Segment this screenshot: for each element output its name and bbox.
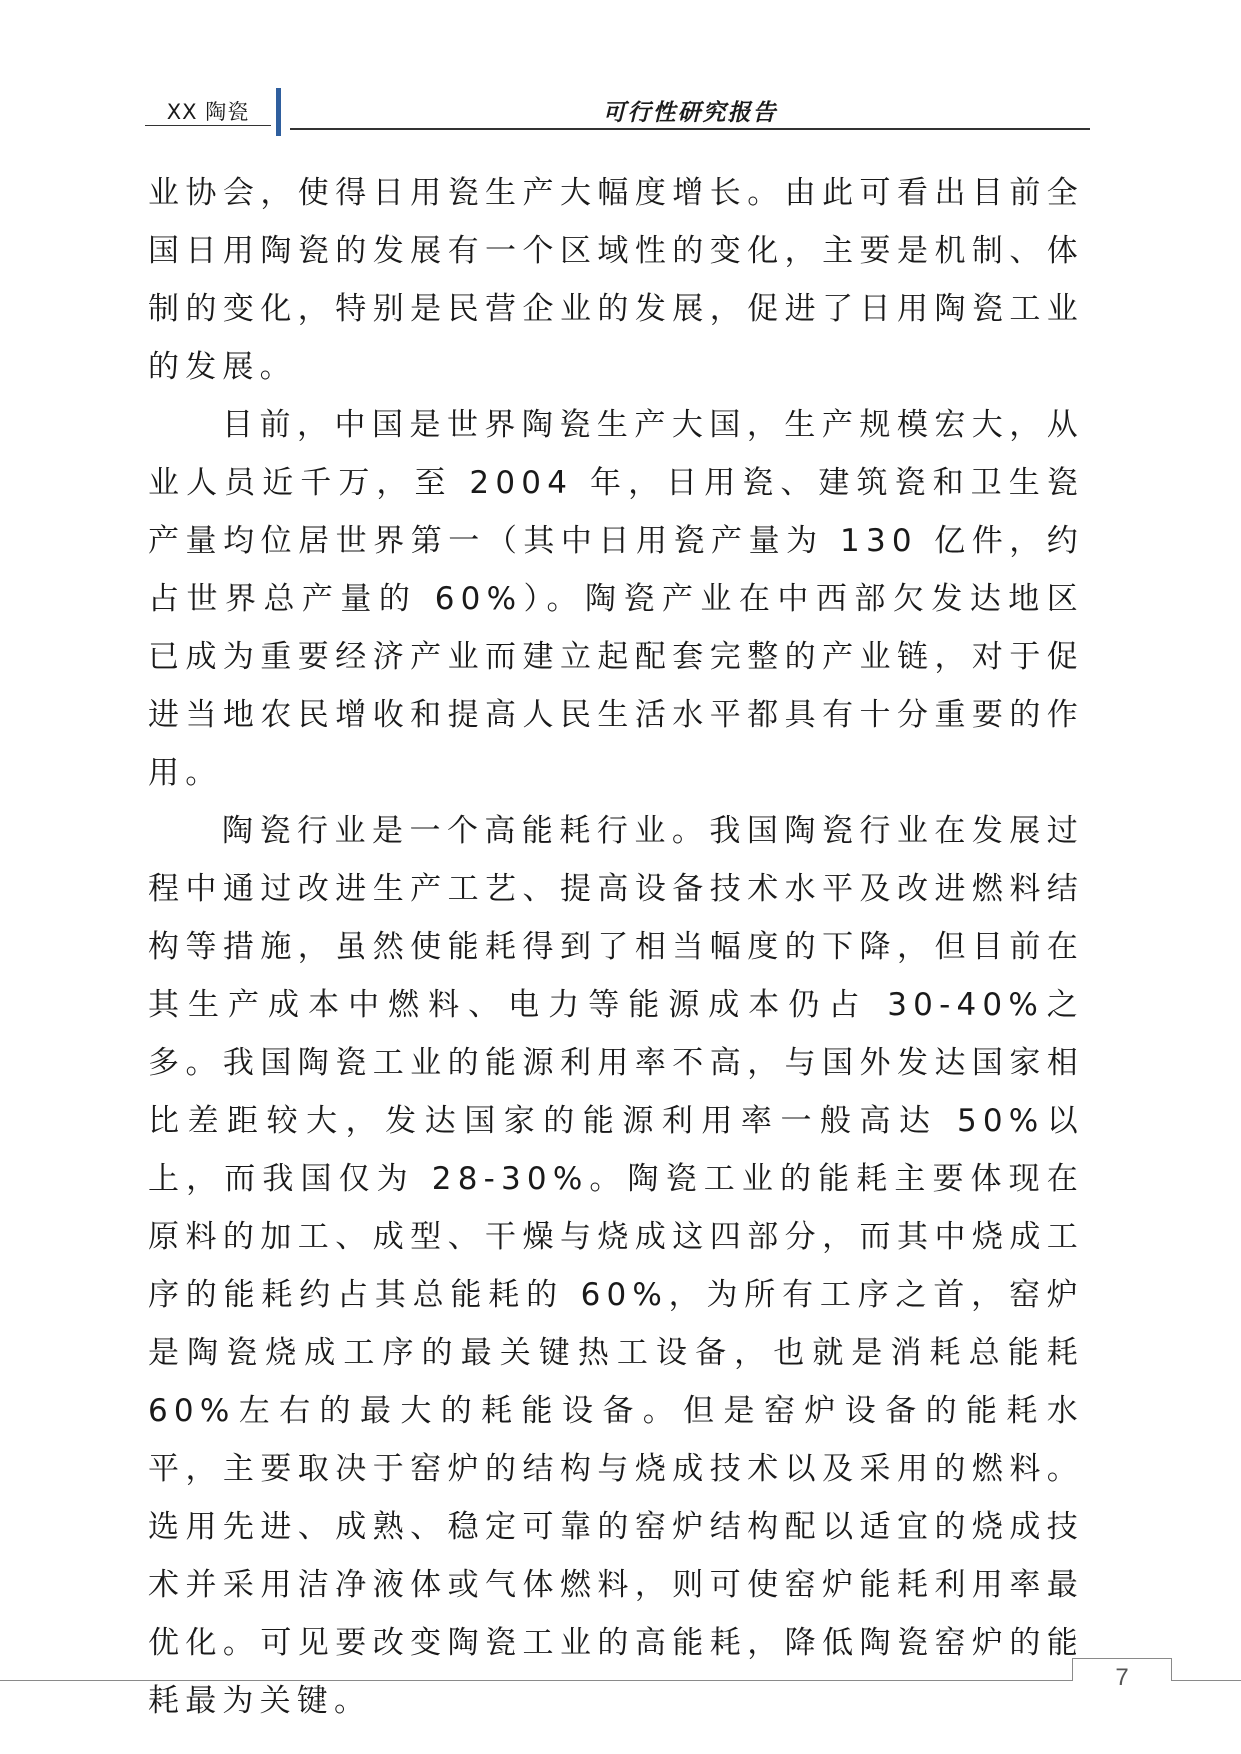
header-accent-bar <box>276 88 281 136</box>
paragraph-energy-consumption: 陶瓷行业是一个高能耗行业。我国陶瓷行业在发展过程中通过改进生产工艺、提高设备技术水平及改进燃料结构等措施，虽然使能耗得到了相当幅度的下降，但目前在其生产成本中燃料、电力等能源成本仍占 30-40%之多。我国陶瓷工业的能源利用率不高，与国外发达国家相比差距较大，发达国家的能源利用率一般高达 50%以上，而我国仅为 28-30%。陶瓷工业的能耗主要体现在原料的加工、成型、干燥与烧成这四部分，而其中烧成工序的能耗约占其总能耗的 60%，为所有工序之首，窑炉是陶瓷烧成工序的最关键热工设备，也就是消耗总能耗 60%左右的最大的耗能设备。但是窑炉设备的能耗水平，主要取决于窑炉的结构与烧成技术以及采用的燃料。选用先进、成熟、稳定可靠的窑炉结构配以适宜的烧成技术并采用洁净液体或气体燃料，则可使窑炉能耗利用率最优化。可见要改变陶瓷工业的高能耗，降低陶瓷窑炉的能耗最为关键。 <box>148 813 1084 1719</box>
header-right-divider <box>290 128 1090 130</box>
header-left-divider <box>145 125 271 126</box>
paragraph-continuation: 业协会，使得日用瓷生产大幅度增长。由此可看出目前全国日用陶瓷的发展有一个区域性的变化，主要是机制、体制的变化，特别是民营企业的发展，促进了日用陶瓷工业的发展。 <box>148 175 1084 385</box>
header-company-name: XX 陶瓷 <box>166 100 250 124</box>
header-document-title: 可行性研究报告 <box>602 100 778 126</box>
body-text <box>148 164 1084 1730</box>
paragraph-industry-scale: 目前，中国是世界陶瓷生产大国，生产规模宏大，从业人员近千万，至 2004 年，日用瓷、建筑瓷和卫生瓷产量均位居世界第一（其中日用瓷产量为 130 亿件，约占世界总产量的 60%）。陶瓷产业在中西部欠发达地区已成为重要经济产业而建立起配套完整的产业链，对于促进当地农民增收和提高人民生活水平都具有十分重要的作用。 <box>148 407 1084 791</box>
page-header <box>0 0 1241 140</box>
page-footer <box>0 1640 1241 1700</box>
footer-divider-right <box>1172 1680 1241 1681</box>
footer-divider-left <box>0 1680 1072 1681</box>
page-number: 7 <box>1115 1664 1129 1691</box>
